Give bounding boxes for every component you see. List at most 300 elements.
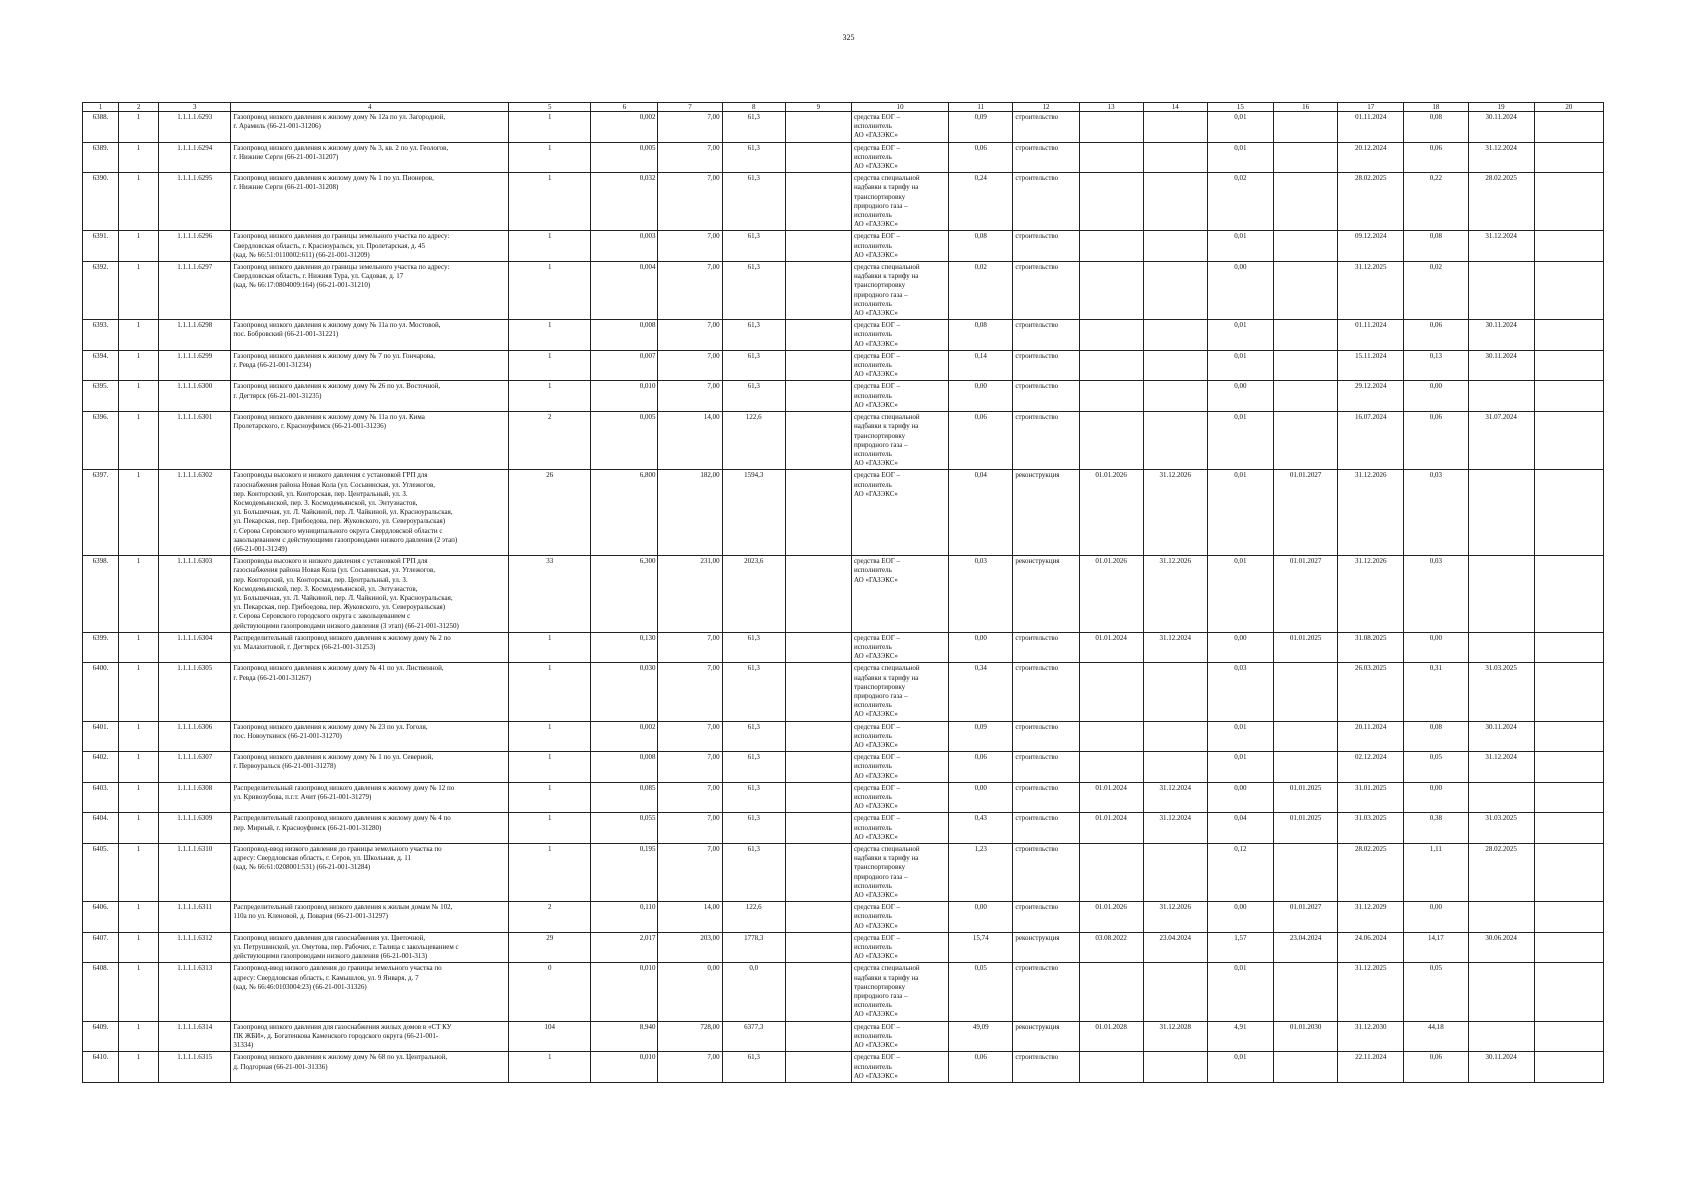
funding-source-cell: средства ЕОГ – исполнитель АО «ГАЗЭКС»: [851, 932, 948, 963]
design-end-cell: [1143, 663, 1207, 721]
code-cell: 1.1.1.1.6315: [159, 1052, 231, 1083]
section-cell: 1: [119, 556, 159, 633]
col20-cell: [1534, 963, 1603, 1021]
description-cell: Газопровод низкого давления для газоснабжения жилых домов в «СТ КУ ПК ЖБИ», д. Богатенкова Каменского городского округа (66-21-001- 31334): [231, 1021, 509, 1052]
funding-source-cell: средства ЕОГ – исполнитель АО «ГАЗЭКС»: [851, 782, 948, 813]
section-cell: 1: [119, 1052, 159, 1083]
funding-source-cell: средства ЕОГ – исполнитель АО «ГАЗЭКС»: [851, 470, 948, 556]
length-cell: 0,002: [591, 112, 658, 143]
code-cell: 1.1.1.1.6308: [159, 782, 231, 813]
col20-cell: [1534, 231, 1603, 262]
volume-cell: 61,3: [722, 262, 785, 320]
design-start-cell: 01.01.2026: [1079, 556, 1143, 633]
section-cell: 1: [119, 173, 159, 231]
description-cell: Газопровод низкого давления к жилому дому № 26 по ул. Восточной, г. Дегтярск (66-21-001-31235): [231, 381, 509, 412]
build-end-cell: 31.12.2026: [1338, 470, 1404, 556]
row-number-cell: 6389.: [83, 142, 119, 173]
section-cell: 1: [119, 412, 159, 470]
capacity-cell: 7,00: [658, 752, 722, 783]
volume-cell: 61,3: [722, 320, 785, 351]
length-cell: 0,085: [591, 782, 658, 813]
length-cell: 0,007: [591, 350, 658, 381]
build-end-cell: 15.11.2024: [1338, 350, 1404, 381]
description-cell: Газопровод низкого давления к жилому дому № 41 по ул. Лиственной, г. Ревда (66-21-001-31267): [231, 663, 509, 721]
row-number-cell: 6402.: [83, 752, 119, 783]
col9-cell: [785, 142, 851, 173]
work-type-cell: строительство: [1013, 320, 1079, 351]
table-row: [83, 632, 1604, 663]
col9-cell: [785, 932, 851, 963]
build-cost-cell: 0,06: [1404, 412, 1468, 470]
build-start-cell: [1274, 752, 1338, 783]
table-row: [83, 902, 1604, 933]
build-start-cell: 01.01.2025: [1274, 632, 1338, 663]
count-cell: 1: [509, 752, 591, 783]
code-cell: 1.1.1.1.6312: [159, 932, 231, 963]
capacity-cell: 7,00: [658, 1052, 722, 1083]
work-type-cell: строительство: [1013, 1052, 1079, 1083]
build-start-cell: [1274, 142, 1338, 173]
code-cell: 1.1.1.1.6296: [159, 231, 231, 262]
col9-cell: [785, 963, 851, 1021]
description-cell: Газопровод низкого давления к жилому дому № 11а по ул. Кима Пролетарского, г. Красноуфимск (66-21-001-31236): [231, 412, 509, 470]
capacity-cell: 7,00: [658, 721, 722, 752]
length-cell: 0,032: [591, 173, 658, 231]
column-header-6: 6: [591, 103, 658, 112]
count-cell: 1: [509, 1052, 591, 1083]
column-header-18: 18: [1404, 103, 1468, 112]
count-cell: 33: [509, 556, 591, 633]
work-type-cell: строительство: [1013, 231, 1079, 262]
design-end-cell: 31.12.2026: [1143, 902, 1207, 933]
work-type-cell: строительство: [1013, 173, 1079, 231]
design-start-cell: [1079, 262, 1143, 320]
build-start-cell: 01.01.2025: [1274, 813, 1338, 844]
build-start-cell: [1274, 262, 1338, 320]
design-end-cell: 31.12.2028: [1143, 1021, 1207, 1052]
code-cell: 1.1.1.1.6310: [159, 844, 231, 902]
design-start-cell: 01.01.2026: [1079, 902, 1143, 933]
col20-cell: [1534, 663, 1603, 721]
capacity-cell: 7,00: [658, 381, 722, 412]
capacity-cell: 14,00: [658, 902, 722, 933]
commission-date-cell: 28.02.2025: [1468, 844, 1534, 902]
count-cell: 0: [509, 963, 591, 1021]
work-type-cell: строительство: [1013, 963, 1079, 1021]
length-cell: 0,110: [591, 902, 658, 933]
cost-cell: 0,09: [949, 721, 1013, 752]
design-start-cell: 01.01.2024: [1079, 632, 1143, 663]
commission-date-cell: [1468, 1021, 1534, 1052]
commission-date-cell: 31.07.2024: [1468, 412, 1534, 470]
col20-cell: [1534, 632, 1603, 663]
col9-cell: [785, 412, 851, 470]
count-cell: 2: [509, 902, 591, 933]
build-cost-cell: 1,11: [1404, 844, 1468, 902]
table-header-row: [83, 103, 1604, 112]
build-start-cell: [1274, 1052, 1338, 1083]
design-end-cell: [1143, 844, 1207, 902]
design-cost-cell: 0,01: [1207, 320, 1273, 351]
gas-pipeline-table-wrapper: [82, 102, 1604, 1083]
work-type-cell: строительство: [1013, 262, 1079, 320]
col20-cell: [1534, 412, 1603, 470]
funding-source-cell: средства специальной надбавки к тарифу на транспортировку природного газа – исполнитель АО «ГАЗЭКС»: [851, 663, 948, 721]
table-row: [83, 663, 1604, 721]
build-cost-cell: 0,00: [1404, 381, 1468, 412]
design-end-cell: [1143, 721, 1207, 752]
col9-cell: [785, 173, 851, 231]
design-cost-cell: 0,01: [1207, 231, 1273, 262]
volume-cell: 61,3: [722, 721, 785, 752]
col20-cell: [1534, 902, 1603, 933]
code-cell: 1.1.1.1.6307: [159, 752, 231, 783]
cost-cell: 0,06: [949, 142, 1013, 173]
column-header-14: 14: [1143, 103, 1207, 112]
build-start-cell: [1274, 663, 1338, 721]
build-cost-cell: 0,00: [1404, 632, 1468, 663]
count-cell: 1: [509, 632, 591, 663]
code-cell: 1.1.1.1.6313: [159, 963, 231, 1021]
build-start-cell: 23.04.2024: [1274, 932, 1338, 963]
design-cost-cell: 0,02: [1207, 173, 1273, 231]
design-end-cell: [1143, 173, 1207, 231]
commission-date-cell: [1468, 782, 1534, 813]
build-start-cell: [1274, 231, 1338, 262]
count-cell: 1: [509, 381, 591, 412]
funding-source-cell: средства специальной надбавки к тарифу на транспортировку природного газа – исполнитель АО «ГАЗЭКС»: [851, 173, 948, 231]
row-number-cell: 6396.: [83, 412, 119, 470]
design-start-cell: [1079, 752, 1143, 783]
count-cell: 1: [509, 262, 591, 320]
funding-source-cell: средства ЕОГ – исполнитель АО «ГАЗЭКС»: [851, 142, 948, 173]
row-number-cell: 6408.: [83, 963, 119, 1021]
build-end-cell: 31.12.2026: [1338, 556, 1404, 633]
work-type-cell: строительство: [1013, 813, 1079, 844]
cost-cell: 0,00: [949, 782, 1013, 813]
col20-cell: [1534, 262, 1603, 320]
table-row: [83, 142, 1604, 173]
table-body: [83, 112, 1604, 1083]
volume-cell: 61,3: [722, 632, 785, 663]
count-cell: 1: [509, 173, 591, 231]
capacity-cell: 7,00: [658, 173, 722, 231]
section-cell: 1: [119, 721, 159, 752]
table-row: [83, 932, 1604, 963]
section-cell: 1: [119, 350, 159, 381]
work-type-cell: строительство: [1013, 844, 1079, 902]
description-cell: Газопровод низкого давления к жилому дому № 68 по ул. Центральной, д. Подгорная (66-21-001-31336): [231, 1052, 509, 1083]
design-start-cell: [1079, 173, 1143, 231]
row-number-cell: 6407.: [83, 932, 119, 963]
cost-cell: 49,09: [949, 1021, 1013, 1052]
capacity-cell: 7,00: [658, 632, 722, 663]
description-cell: Газопровод-ввод низкого давления до границы земельного участка по адресу: Свердловская область, г. Камышлов, ул. 9 Января, д. 7 (кад. № 66:46:0103004:23) (66-21-001-31326): [231, 963, 509, 1021]
count-cell: 1: [509, 813, 591, 844]
build-cost-cell: 14,17: [1404, 932, 1468, 963]
code-cell: 1.1.1.1.6295: [159, 173, 231, 231]
build-cost-cell: 0,08: [1404, 231, 1468, 262]
description-cell: Газопроводы высокого и низкого давления с установкой ГРП для газоснабжения района Новая Кола (ул. Сосьвинская, ул. Углежогов, пер. Конторский, ул. Конторская, пер. Центральный, ул. З. Космодемьянской, пер. З. Космодемьянской, ул. Энтузиастов, ул. Большечная, ул. Л. Чайкиной, пер. Л. Чайкиной, ул. Красноуральская, ул. Пекарская, пер. Грибоедова, пер. Жуковского, ул. Североуральская) г. Серова Серовского муниципального округа Свердловской области с закольцеванием с действующими газопроводами низкого давления (2 этап) (66-21-001-31249): [231, 470, 509, 556]
design-end-cell: [1143, 381, 1207, 412]
capacity-cell: 728,00: [658, 1021, 722, 1052]
count-cell: 1: [509, 112, 591, 143]
build-start-cell: 01.01.2030: [1274, 1021, 1338, 1052]
col9-cell: [785, 320, 851, 351]
col9-cell: [785, 632, 851, 663]
col9-cell: [785, 902, 851, 933]
design-end-cell: 31.12.2026: [1143, 556, 1207, 633]
volume-cell: 0,0: [722, 963, 785, 1021]
cost-cell: 1,23: [949, 844, 1013, 902]
build-end-cell: 09.12.2024: [1338, 231, 1404, 262]
build-end-cell: 20.12.2024: [1338, 142, 1404, 173]
build-end-cell: 28.02.2025: [1338, 173, 1404, 231]
col9-cell: [785, 350, 851, 381]
description-cell: Газопровод низкого давления до границы земельного участка по адресу: Свердловская область, г. Нижняя Тура, ул. Садовая, д. 17 (кад. № 66:17:0804009:164) (66-21-001-31210): [231, 262, 509, 320]
code-cell: 1.1.1.1.6293: [159, 112, 231, 143]
volume-cell: 61,3: [722, 844, 785, 902]
length-cell: 6,800: [591, 470, 658, 556]
capacity-cell: 7,00: [658, 142, 722, 173]
build-start-cell: [1274, 963, 1338, 1021]
build-cost-cell: 0,22: [1404, 173, 1468, 231]
count-cell: 1: [509, 320, 591, 351]
build-start-cell: 01.01.2025: [1274, 782, 1338, 813]
build-end-cell: 01.11.2024: [1338, 112, 1404, 143]
commission-date-cell: 31.03.2025: [1468, 663, 1534, 721]
description-cell: Газопровод низкого давления к жилому дому № 1 по ул. Северной, г. Первоуральск (66-21-001-31278): [231, 752, 509, 783]
row-number-cell: 6406.: [83, 902, 119, 933]
build-cost-cell: 44,18: [1404, 1021, 1468, 1052]
design-end-cell: 23.04.2024: [1143, 932, 1207, 963]
section-cell: 1: [119, 902, 159, 933]
description-cell: Распределительный газопровод низкого давления к жилому дому № 12 по ул. Кривозубова, п.г.т. Ачит (66-21-001-31279): [231, 782, 509, 813]
table-row: [83, 844, 1604, 902]
funding-source-cell: средства специальной надбавки к тарифу на транспортировку природного газа – исполнитель АО «ГАЗЭКС»: [851, 963, 948, 1021]
volume-cell: 61,3: [722, 1052, 785, 1083]
column-header-15: 15: [1207, 103, 1273, 112]
commission-date-cell: 30.11.2024: [1468, 112, 1534, 143]
row-number-cell: 6395.: [83, 381, 119, 412]
design-cost-cell: 0,01: [1207, 1052, 1273, 1083]
design-start-cell: [1079, 142, 1143, 173]
work-type-cell: реконструкция: [1013, 1021, 1079, 1052]
length-cell: 0,008: [591, 320, 658, 351]
volume-cell: 61,3: [722, 142, 785, 173]
cost-cell: 0,14: [949, 350, 1013, 381]
row-number-cell: 6392.: [83, 262, 119, 320]
design-cost-cell: 0,01: [1207, 142, 1273, 173]
cost-cell: 0,09: [949, 112, 1013, 143]
col20-cell: [1534, 932, 1603, 963]
volume-cell: 61,3: [722, 112, 785, 143]
build-cost-cell: 0,31: [1404, 663, 1468, 721]
length-cell: 0,010: [591, 1052, 658, 1083]
column-header-13: 13: [1079, 103, 1143, 112]
build-start-cell: [1274, 350, 1338, 381]
design-start-cell: 01.01.2028: [1079, 1021, 1143, 1052]
design-end-cell: [1143, 350, 1207, 381]
length-cell: 0,030: [591, 663, 658, 721]
length-cell: 0,055: [591, 813, 658, 844]
row-number-cell: 6391.: [83, 231, 119, 262]
description-cell: Газопроводы высокого и низкого давления с установкой ГРП для газоснабжения района Новая Кола (ул. Сосьвинская, ул. Углежогов, пер. Конторский, ул. Конторская, пер. Центральный, ул. З. Космодемьянской, пер. З. Космодемьянской, ул. Энтузиастов, ул. Большечная, ул. Л. Чайкиной, пер. Л. Чайкиной, ул. Красноуральская, ул. Пекарская, пер. Грибоедова, пер. Жуковского, ул. Североуральская) г. Серова Серовского городского округа с закольцеванием с действующими газопроводами низкого давления (3 этап) (66-21-001-31250): [231, 556, 509, 633]
col9-cell: [785, 231, 851, 262]
description-cell: Распределительный газопровод низкого давления к жилым домам № 102, 110а по ул. Кленовой, д. Поварня (66-21-001-31297): [231, 902, 509, 933]
section-cell: 1: [119, 142, 159, 173]
volume-cell: 1594,3: [722, 470, 785, 556]
build-start-cell: [1274, 173, 1338, 231]
cost-cell: 0,04: [949, 470, 1013, 556]
build-end-cell: 02.12.2024: [1338, 752, 1404, 783]
length-cell: 0,010: [591, 963, 658, 1021]
design-cost-cell: 0,01: [1207, 752, 1273, 783]
volume-cell: 122,6: [722, 412, 785, 470]
work-type-cell: реконструкция: [1013, 932, 1079, 963]
count-cell: 1: [509, 721, 591, 752]
volume-cell: 61,3: [722, 752, 785, 783]
volume-cell: 61,3: [722, 350, 785, 381]
design-start-cell: [1079, 412, 1143, 470]
column-header-11: 11: [949, 103, 1013, 112]
design-cost-cell: 0,01: [1207, 470, 1273, 556]
build-cost-cell: 0,38: [1404, 813, 1468, 844]
col20-cell: [1534, 142, 1603, 173]
description-cell: Распределительный газопровод низкого давления к жилому дому № 2 по ул. Малахитовой, г. Дегтярск (66-21-001-31253): [231, 632, 509, 663]
description-cell: Газопровод низкого давления к жилому дому № 7 по ул. Гончарова, г. Ревда (66-21-001-31234): [231, 350, 509, 381]
section-cell: 1: [119, 844, 159, 902]
build-cost-cell: 0,08: [1404, 721, 1468, 752]
section-cell: 1: [119, 782, 159, 813]
design-end-cell: [1143, 412, 1207, 470]
column-header-17: 17: [1338, 103, 1404, 112]
count-cell: 104: [509, 1021, 591, 1052]
cost-cell: 0,02: [949, 262, 1013, 320]
volume-cell: 6377,3: [722, 1021, 785, 1052]
cost-cell: 0,08: [949, 231, 1013, 262]
capacity-cell: 7,00: [658, 813, 722, 844]
design-end-cell: 31.12.2024: [1143, 813, 1207, 844]
design-end-cell: [1143, 320, 1207, 351]
section-cell: 1: [119, 320, 159, 351]
column-header-12: 12: [1013, 103, 1079, 112]
build-end-cell: 01.11.2024: [1338, 320, 1404, 351]
work-type-cell: строительство: [1013, 632, 1079, 663]
row-number-cell: 6397.: [83, 470, 119, 556]
build-end-cell: 31.12.2025: [1338, 963, 1404, 1021]
funding-source-cell: средства ЕОГ – исполнитель АО «ГАЗЭКС»: [851, 556, 948, 633]
section-cell: 1: [119, 932, 159, 963]
col20-cell: [1534, 1052, 1603, 1083]
work-type-cell: строительство: [1013, 412, 1079, 470]
capacity-cell: 7,00: [658, 262, 722, 320]
length-cell: 0,010: [591, 381, 658, 412]
build-end-cell: 31.01.2025: [1338, 782, 1404, 813]
design-start-cell: 01.01.2024: [1079, 813, 1143, 844]
design-start-cell: [1079, 350, 1143, 381]
work-type-cell: строительство: [1013, 350, 1079, 381]
table-row: [83, 231, 1604, 262]
length-cell: 0,130: [591, 632, 658, 663]
build-end-cell: 29.12.2024: [1338, 381, 1404, 412]
build-cost-cell: 0,06: [1404, 320, 1468, 351]
design-start-cell: [1079, 381, 1143, 412]
design-cost-cell: 0,00: [1207, 902, 1273, 933]
capacity-cell: 14,00: [658, 412, 722, 470]
table-row: [83, 556, 1604, 633]
design-end-cell: 31.12.2024: [1143, 782, 1207, 813]
funding-source-cell: средства ЕОГ – исполнитель АО «ГАЗЭКС»: [851, 902, 948, 933]
work-type-cell: строительство: [1013, 902, 1079, 933]
row-number-cell: 6404.: [83, 813, 119, 844]
table-row: [83, 320, 1604, 351]
commission-date-cell: 28.02.2025: [1468, 173, 1534, 231]
design-end-cell: [1143, 963, 1207, 1021]
row-number-cell: 6403.: [83, 782, 119, 813]
row-number-cell: 6399.: [83, 632, 119, 663]
design-cost-cell: 0,00: [1207, 632, 1273, 663]
build-start-cell: [1274, 844, 1338, 902]
funding-source-cell: средства специальной надбавки к тарифу на транспортировку природного газа – исполнитель АО «ГАЗЭКС»: [851, 262, 948, 320]
build-end-cell: 16.07.2024: [1338, 412, 1404, 470]
funding-source-cell: средства ЕОГ – исполнитель АО «ГАЗЭКС»: [851, 350, 948, 381]
code-cell: 1.1.1.1.6301: [159, 412, 231, 470]
design-end-cell: 31.12.2024: [1143, 632, 1207, 663]
work-type-cell: строительство: [1013, 721, 1079, 752]
capacity-cell: 7,00: [658, 844, 722, 902]
col9-cell: [785, 262, 851, 320]
column-header-5: 5: [509, 103, 591, 112]
code-cell: 1.1.1.1.6300: [159, 381, 231, 412]
col20-cell: [1534, 556, 1603, 633]
table-row: [83, 813, 1604, 844]
commission-date-cell: [1468, 262, 1534, 320]
funding-source-cell: средства ЕОГ – исполнитель АО «ГАЗЭКС»: [851, 112, 948, 143]
row-number-cell: 6409.: [83, 1021, 119, 1052]
section-cell: 1: [119, 752, 159, 783]
table-row: [83, 350, 1604, 381]
commission-date-cell: [1468, 470, 1534, 556]
capacity-cell: 7,00: [658, 320, 722, 351]
table-row: [83, 1021, 1604, 1052]
build-start-cell: [1274, 320, 1338, 351]
cost-cell: 0,00: [949, 632, 1013, 663]
row-number-cell: 6388.: [83, 112, 119, 143]
build-cost-cell: 0,06: [1404, 1052, 1468, 1083]
design-cost-cell: 1,57: [1207, 932, 1273, 963]
row-number-cell: 6401.: [83, 721, 119, 752]
build-cost-cell: 0,00: [1404, 782, 1468, 813]
funding-source-cell: средства ЕОГ – исполнитель АО «ГАЗЭКС»: [851, 1052, 948, 1083]
col9-cell: [785, 813, 851, 844]
length-cell: 8,940: [591, 1021, 658, 1052]
code-cell: 1.1.1.1.6297: [159, 262, 231, 320]
cost-cell: 0,00: [949, 381, 1013, 412]
build-start-cell: [1274, 721, 1338, 752]
length-cell: 2,017: [591, 932, 658, 963]
code-cell: 1.1.1.1.6309: [159, 813, 231, 844]
funding-source-cell: средства ЕОГ – исполнитель АО «ГАЗЭКС»: [851, 231, 948, 262]
cost-cell: 0,03: [949, 556, 1013, 633]
funding-source-cell: средства ЕОГ – исполнитель АО «ГАЗЭКС»: [851, 320, 948, 351]
commission-date-cell: [1468, 632, 1534, 663]
build-end-cell: 24.06.2024: [1338, 932, 1404, 963]
table-row: [83, 112, 1604, 143]
volume-cell: 61,3: [722, 173, 785, 231]
description-cell: Газопровод низкого давления к жилому дому № 1 по ул. Пионеров, г. Нижние Серги (66-21-001-31208): [231, 173, 509, 231]
volume-cell: 61,3: [722, 231, 785, 262]
